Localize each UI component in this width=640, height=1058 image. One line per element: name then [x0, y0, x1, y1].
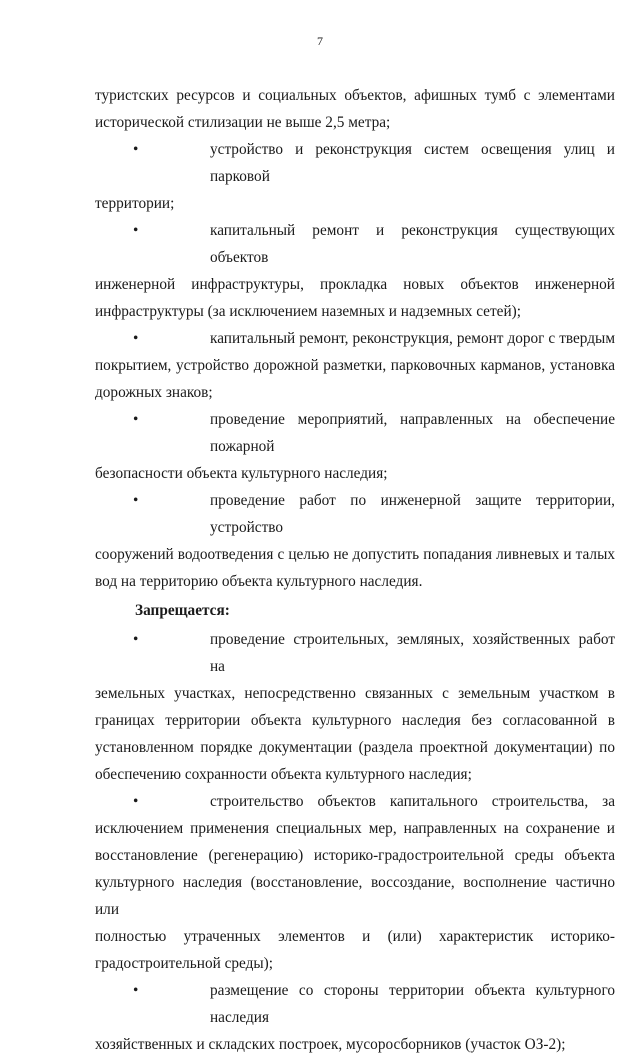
text-line: вод на территорию объекта культурного наследия. [95, 573, 423, 590]
bullet-item [95, 136, 615, 217]
bullet-item [95, 217, 615, 325]
text-line: дорожных знаков; [95, 384, 213, 401]
text-line: устройство и реконструкция систем освещения улиц и парковой [210, 141, 615, 185]
text-line: восстановление (регенерацию) историко-градостроительной среды объекта [95, 847, 615, 864]
text-line: капитальный ремонт, реконструкция, ремонт дорог с твердым [210, 330, 615, 347]
bullet-item [95, 788, 615, 977]
bullet-first-line [95, 788, 615, 815]
bullet-icon: • [133, 411, 139, 428]
bullet-icon: • [133, 330, 139, 347]
bullet-first-line [95, 136, 615, 190]
text-line: инфраструктуры (за исключением наземных и надземных сетей); [95, 303, 521, 320]
bullet-first-line [95, 325, 615, 352]
bullet-icon: • [133, 492, 139, 509]
bullet-item [95, 325, 615, 406]
intro-paragraph [95, 82, 615, 136]
text-line: строительство объектов капитального строительства, за [210, 793, 615, 810]
text-line: обеспечению сохранности объекта культурного наследия; [95, 766, 472, 783]
text-line: градостроительной среды); [95, 955, 274, 972]
allowed-works-list [95, 136, 615, 595]
text-line: покрытием, устройство дорожной разметки, парковочных карманов, установка [95, 357, 615, 374]
text-line: безопасности объекта культурного наследия; [95, 465, 388, 482]
text-line: проведение строительных, земляных, хозяйственных работ на [210, 631, 615, 675]
bullet-first-line [95, 487, 615, 541]
bullet-item [95, 977, 615, 1058]
bullet-icon: • [133, 982, 139, 999]
text-line: проведение мероприятий, направленных на обеспечение пожарной [210, 411, 615, 455]
text-line: туристских ресурсов и социальных объектов, афишных тумб с элементами [95, 87, 615, 104]
bullet-first-line [95, 626, 615, 680]
text-line: исключением применения специальных мер, направленных на сохранение и [95, 820, 615, 837]
prohibited-works-list [95, 626, 615, 1058]
text-line: капитальный ремонт и реконструкция существующих объектов [210, 222, 615, 266]
text-line: сооружений водоотведения с целью не допустить попадания ливневых и талых [95, 546, 615, 563]
bullet-icon: • [133, 793, 139, 810]
text-line: культурного наследия (восстановление, воссоздание, восполнение частично или [95, 874, 615, 918]
bullet-item [95, 487, 615, 595]
text-line: хозяйственных и складских построек, мусоросборников (участок ОЗ-2); [95, 1036, 566, 1053]
text-line: исторической стилизации не выше 2,5 метра; [95, 114, 391, 131]
bullet-first-line [95, 217, 615, 271]
document-body [95, 82, 615, 1058]
bullet-icon: • [133, 631, 139, 648]
prohibited-heading: Запрещается: [135, 602, 230, 619]
bullet-first-line [95, 406, 615, 460]
text-line: земельных участках, непосредственно связанных с земельным участком в [95, 685, 615, 702]
text-line: границах территории объекта культурного наследия без согласованной в [95, 712, 615, 729]
bullet-icon: • [133, 141, 139, 158]
text-line: территории; [95, 195, 175, 212]
bullet-item [95, 406, 615, 487]
bullet-item [95, 626, 615, 788]
bullet-first-line [95, 977, 615, 1031]
text-line: инженерной инфраструктуры, прокладка новых объектов инженерной [95, 276, 615, 293]
text-line: установленном порядке документации (раздела проектной документации) по [95, 739, 615, 756]
text-line: полностью утраченных элементов и (или) характеристик историко- [95, 928, 615, 945]
text-line: размещение со стороны территории объекта культурного наследия [210, 982, 615, 1026]
text-line: проведение работ по инженерной защите территории, устройство [210, 492, 615, 536]
bullet-icon: • [133, 222, 139, 239]
page-number: 7 [317, 34, 323, 48]
